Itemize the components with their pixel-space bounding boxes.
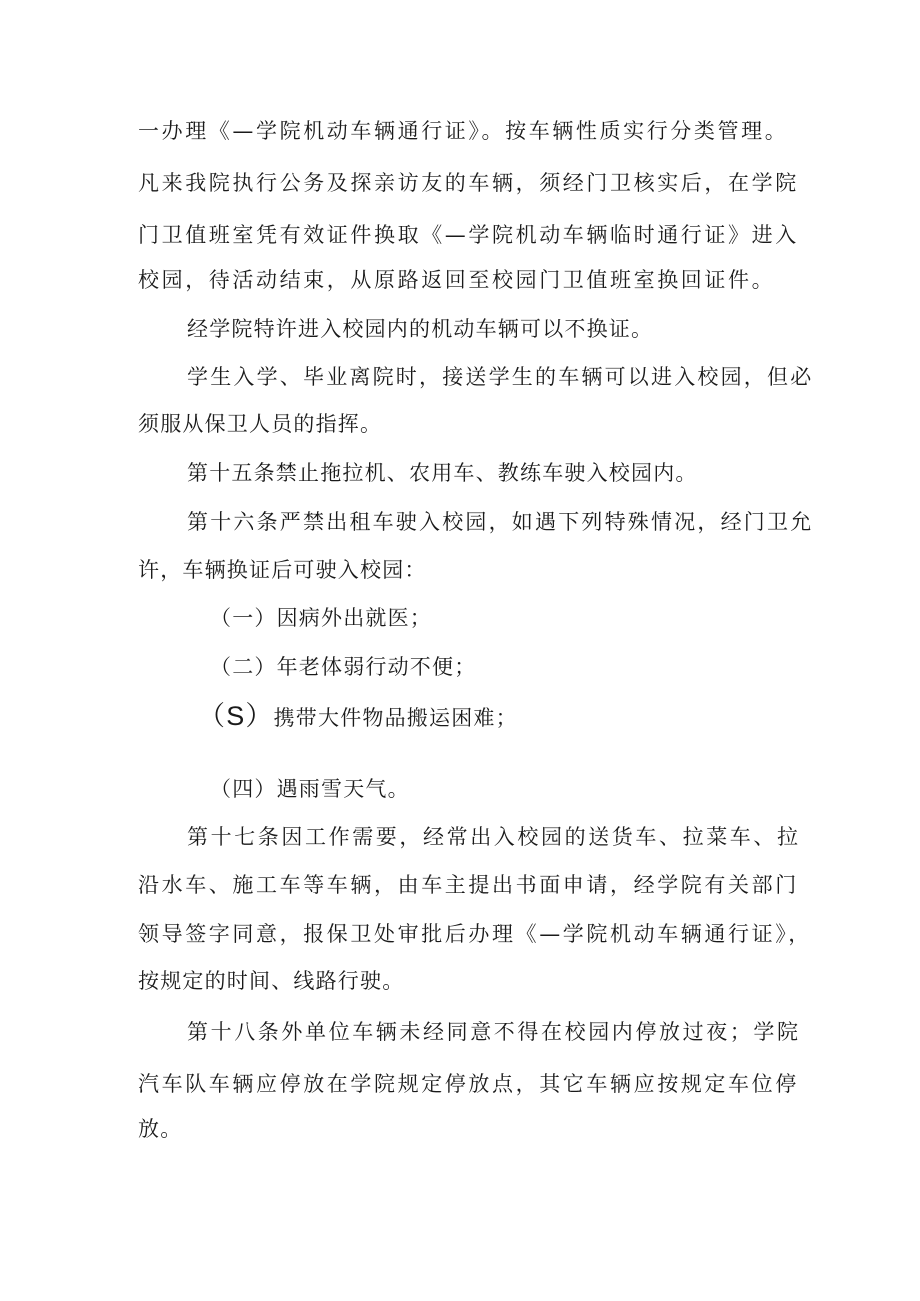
text-line-10: 许，车辆换证后可驶入校园： [138, 558, 427, 582]
list-item-2: （二）年老体弱行动不便； [210, 655, 477, 679]
article-17: 第十七条因工作需要，经常出入校园的送货车、拉菜车、拉 [187, 825, 801, 849]
list-item-4: （四）遇雨雪天气。 [210, 777, 410, 801]
text-line-4: 校园，待活动结束，从原路返回至校园门卫值班室换回证件。 [138, 268, 776, 292]
text-line-5: 经学院特许进入校园内的机动车辆可以不换证。 [187, 317, 654, 341]
article-15: 第十五条禁止拖拉机、农用车、教练车驶入校园内。 [187, 461, 698, 485]
text-line-2: 凡来我院执行公务及探亲访友的车辆，须经门卫核实后，在学院 [138, 171, 799, 195]
text-line-18: 按规定的时间、线路行驶。 [138, 969, 405, 993]
list-item-3-text: 携带大件物品搬运困难； [273, 706, 518, 730]
text-line-17: 领导签字同意，报保卫处审批后办理《—学院机动车辆通行证》， [138, 922, 812, 946]
text-line-6: 学生入学、毕业离院时，接送学生的车辆可以进入校园，但必 [187, 365, 814, 389]
list-item-3-marker: （S） [198, 701, 274, 731]
text-line-16: 沿水车、施工车等车辆，由车主提出书面申请，经学院有关部门 [138, 873, 799, 897]
text-line-20: 汽车队车辆应停放在学院规定停放点，其它车辆应按规定车位停 [138, 1072, 799, 1096]
article-18: 第十八条外单位车辆未经同意不得在校园内停放过夜；学院 [187, 1020, 801, 1044]
text-line-3: 门卫值班室凭有效证件换取《—学院机动车辆临时通行证》进入 [138, 223, 799, 247]
text-line-21: 放。 [138, 1117, 183, 1141]
text-line-1: 一办理《—学院机动车辆通行证》。按车辆性质实行分类管理。 [138, 119, 789, 143]
list-item-3 [198, 701, 518, 733]
list-item-1: （一）因病外出就医； [210, 606, 432, 630]
article-16: 第十六条严禁出租车驶入校园，如遇下列特殊情况，经门卫允 [187, 510, 814, 534]
text-line-7: 须服从保卫人员的指挥。 [138, 412, 383, 436]
